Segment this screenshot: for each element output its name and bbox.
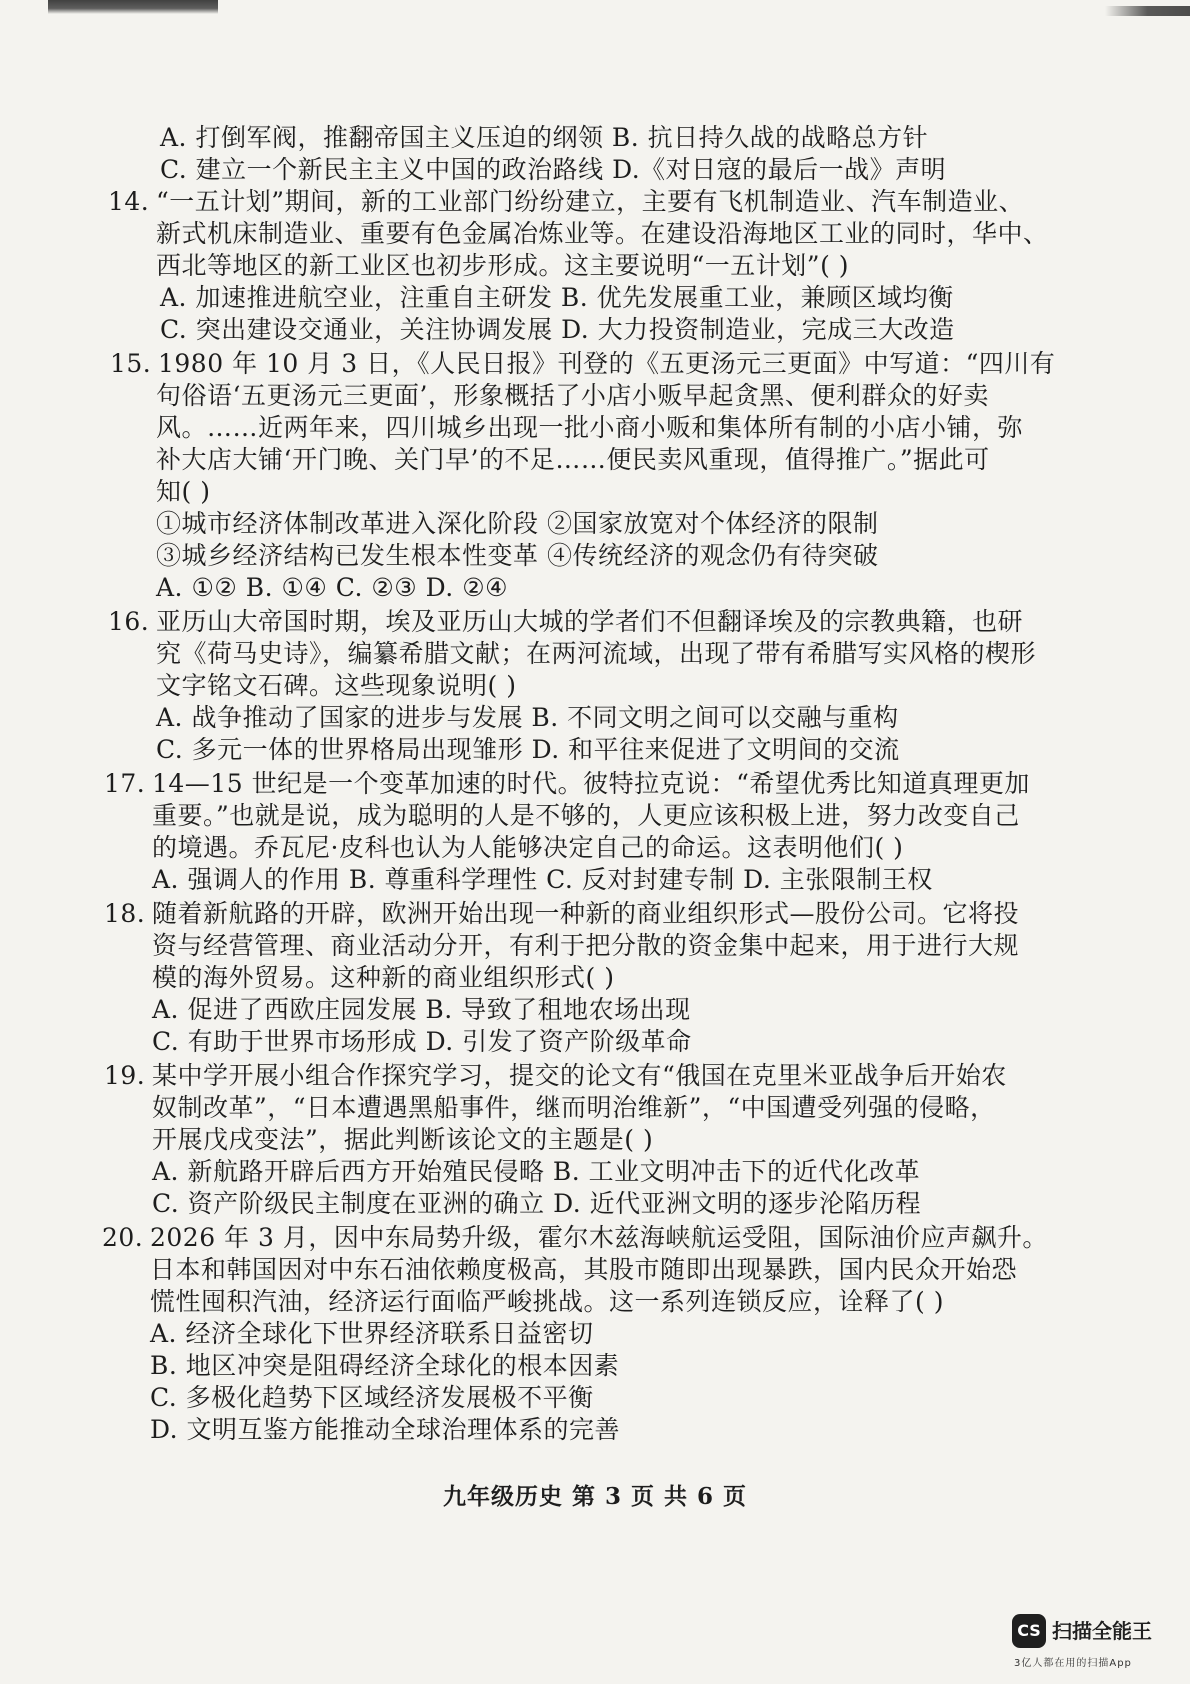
q16-stem-line: 文字铭文石碑。这些现象说明( ) [156,671,517,700]
q19-options-ab: A. 新航路开辟后西方开始殖民侵略 B. 工业文明冲击下的近代化改革 [152,1157,921,1186]
q20-option-d: D. 文明互鉴方能推动全球治理体系的完善 [150,1415,621,1444]
question-number: 19. [104,1061,146,1090]
q14-stem-line: 14. “一五计划”期间，新的工业部门纷纷建立，主要有飞机制造业、汽车制造业、 [108,187,1025,216]
q18-stem-line: 模的海外贸易。这种新的商业组织形式( ) [152,963,615,992]
q16-stem-line: 究《荷马史诗》，编纂希腊文献；在两河流域，出现了带有希腊写实风格的楔形 [156,639,1037,668]
q15-statements-34: ③城乡经济结构已发生根本性变革 ④传统经济的观念仍有待突破 [156,541,879,570]
q20-stem-line: 慌性囤积汽油，经济运行面临严峻挑战。这一系列连锁反应，诠释了( ) [150,1287,944,1316]
q15-stem-line: 句俗语‘五更汤元三更面’，形象概括了小店小贩早起贪黑、便利群众的好卖 [156,381,989,410]
page-footer: 九年级历史 第 3 页 共 6 页 [442,1483,748,1510]
q14-options-cd: C. 突出建设交通业，关注协调发展 D. 大力投资制造业，完成三大改造 [160,315,955,344]
q20-option-a: A. 经济全球化下世界经济联系日益密切 [150,1319,594,1348]
question-number: 17. [104,769,146,798]
q13-options-cd: C. 建立一个新民主主义中国的政治路线 D.《对日寇的最后一战》声明 [160,155,947,184]
q19-options-cd: C. 资产阶级民主制度在亚洲的确立 D. 近代亚洲文明的逐步沦陷历程 [152,1189,922,1218]
q15-options: A. ①② B. ①④ C. ②③ D. ②④ [156,573,509,602]
q18-options-cd: C. 有助于世界市场形成 D. 引发了资产阶级革命 [152,1027,692,1056]
watermark-app-name: 扫描全能王 [1052,1619,1152,1643]
q15-stem-line: 15. 1980 年 10 月 3 日，《人民日报》刊登的《五更汤元三更面》中写道：“四川有 [110,349,1056,378]
q15-stem-line: 补大店大铺‘开门晚、关门早’的不足……便民卖风重现，值得推广。”据此可 [156,445,990,474]
question-number: 15. [110,349,152,378]
q18-options-ab: A. 促进了西欧庄园发展 B. 导致了租地农场出现 [152,995,691,1024]
q17-stem-line: 重要。”也就是说，成为聪明的人是不够的，人更应该积极上进，努力改变自己 [152,801,1020,830]
q14-options-ab: A. 加速推进航空业，注重自主研发 B. 优先发展重工业，兼顾区域均衡 [160,283,954,312]
q20-stem-line: 日本和韩国因对中东石油依赖度极高，其股市随即出现暴跌，国内民众开始恐 [150,1255,1018,1284]
q17-stem-line: 的境遇。乔瓦尼·皮科也认为人能够决定自己的命运。这表明他们( ) [152,833,904,862]
q16-options-cd: C. 多元一体的世界格局出现雏形 D. 和平往来促进了文明间的交流 [156,735,900,764]
q19-stem-line: 19. 某中学开展小组合作探究学习，提交的论文有“俄国在克里米亚战争后开始农 [104,1061,1007,1090]
q15-stem-line: 知( ) [156,477,211,506]
q14-stem-line: 新式机床制造业、重要有色金属冶炼业等。在建设沿海地区工业的同时，华中、 [156,219,1049,248]
q14-stem-line: 西北等地区的新工业区也初步形成。这主要说明“一五计划”( ) [156,251,850,280]
q15-statements-12: ①城市经济体制改革进入深化阶段 ②国家放宽对个体经济的限制 [156,509,879,538]
q17-stem-line: 17. 14—15 世纪是一个变革加速的时代。彼特拉克说：“希望优秀比知道真理更加 [104,769,1030,798]
question-number: 14. [108,187,150,216]
question-number: 16. [108,607,150,636]
q15-stem-line: 风。……近两年来，四川城乡出现一批小商小贩和集体所有制的小店小铺，弥 [156,413,1024,442]
q13-options-ab: A. 打倒军阀，推翻帝国主义压迫的纲领 B. 抗日持久战的战略总方针 [160,123,929,152]
q17-options: A. 强调人的作用 B. 尊重科学理性 C. 反对封建专制 D. 主张限制王权 [152,865,933,894]
q20-option-b: B. 地区冲突是阻碍经济全球化的根本因素 [150,1351,620,1380]
q20-stem-line: 20. 2026 年 3 月，因中东局势升级，霍尔木兹海峡航运受阻，国际油价应声飙升。 [102,1223,1048,1252]
question-number: 18. [104,899,146,928]
cs-logo-icon: CS [1012,1614,1046,1648]
q16-stem-line: 16. 亚历山大帝国时期，埃及亚历山大城的学者们不但翻译埃及的宗教典籍，也研 [108,607,1024,636]
q19-stem-line: 奴制改革”，“日本遭遇黑船事件，继而明治维新”，“中国遭受列强的侵略， [152,1093,996,1122]
scanner-watermark [1012,1610,1162,1670]
q18-stem-line: 资与经营管理、商业活动分开，有利于把分散的资金集中起来，用于进行大规 [152,931,1020,960]
q18-stem-line: 18. 随着新航路的开辟，欧洲开始出现一种新的商业组织形式—股份公司。它将投 [104,899,1020,928]
watermark-tagline: 3亿人都在用的扫描App [1014,1658,1132,1669]
question-number: 20. [102,1223,144,1252]
q20-option-c: C. 多极化趋势下区域经济发展极不平衡 [150,1383,594,1412]
q16-options-ab: A. 战争推动了国家的进步与发展 B. 不同文明之间可以交融与重构 [156,703,899,732]
q19-stem-line: 开展戊戌变法”，据此判断该论文的主题是( ) [152,1125,654,1154]
